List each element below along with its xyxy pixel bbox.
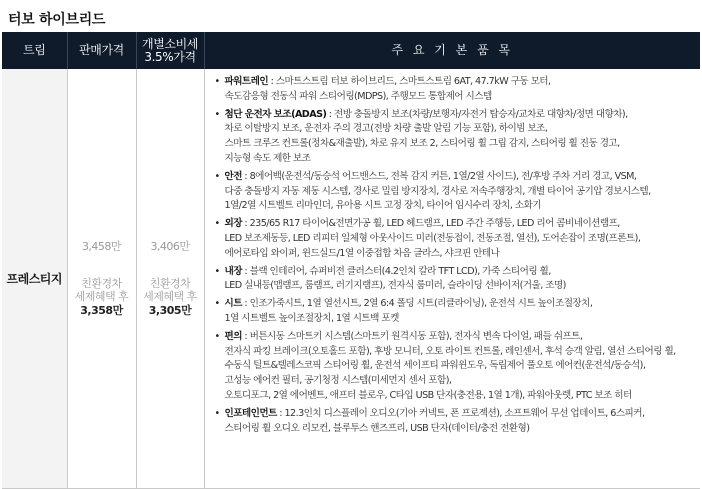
feature-line [225, 185, 701, 200]
price-eco-label-1: 친환경차 [81, 277, 122, 290]
feature-line [225, 199, 701, 214]
feature-text: : 235/65 R17 타이어&전면가공 휠, LED 헤드램프, LED 주간 주행등, LED 리어 콤비네이션램프, [241, 218, 620, 230]
feature-text: 차로 이탈방지 보조, 운전자 주의 경고(전방 차량 출발 알림 기능 포함), 하이빔 보조, [224, 123, 548, 135]
feature-line [225, 137, 701, 152]
trim-name: 프레스티지 [2, 69, 67, 489]
feature-line [225, 232, 701, 247]
feature-line [225, 265, 701, 280]
feature-item [215, 75, 701, 105]
price-original: 3,458만 [81, 240, 122, 253]
feature-item [215, 297, 701, 327]
feature-text: : 8에어백(운전석/동승석 어드밴스드, 전복 감지 커튼, 1열/2열 사이드), 전/후방 주차 거리 경고, VSM, [241, 170, 637, 182]
feature-line [225, 389, 701, 404]
feature-line [225, 312, 701, 327]
feature-line [225, 90, 701, 105]
table-row [2, 69, 700, 489]
feature-item [215, 108, 701, 167]
feature-text: : 스마트스트림 터보 하이브리드, 스마트스트림 6AT, 47.7kW 구동 모터, [268, 76, 551, 87]
feature-item [215, 330, 701, 404]
feature-label: 인포테인먼트 [224, 407, 277, 419]
feature-line [225, 152, 701, 167]
feature-label: 안전 [224, 170, 242, 182]
trim-price-table [2, 32, 700, 489]
header-price: 판매가격 [67, 32, 136, 69]
feature-line [225, 359, 701, 374]
feature-line [225, 247, 701, 262]
feature-text: : 인조가죽시트, 1열 열선시트, 2열 6:4 폴딩 시트(리클라이닝), 운전석 시트 높이조절장치, [241, 298, 593, 310]
feature-label: 파워트레인 [224, 76, 269, 87]
feature-text: 속도감응형 전동식 파워 스티어링(MDPS), 주행모드 통합제어 시스템 [224, 90, 492, 102]
feature-line [225, 345, 701, 360]
feature-text: : 전방 충돌방지 보조(차량/보행자/자전거 탑승자/교차로 대향차/정면 대향차), [326, 108, 628, 120]
feature-item [215, 407, 701, 437]
feature-line [225, 75, 701, 90]
feature-text: 오토디포그, 2열 에어벤트, 애프터 블로우, C타입 USB 단자(충전용, 1열 1개), 파워아웃렛, PTC 보조 히터 [224, 389, 632, 401]
features-list [215, 75, 701, 436]
feature-line [225, 374, 701, 389]
feature-label: 시트 [224, 298, 242, 310]
feature-line [225, 407, 701, 422]
feature-item [215, 170, 701, 214]
feature-line [225, 297, 701, 312]
tax-price-eco-label-2: 세제혜택 후 [143, 290, 197, 303]
section-title: 터보 하이브리드 [8, 12, 106, 28]
feature-text: 1열 시트벨트 높이조절장치, 1열 시트백 포켓 [224, 312, 399, 324]
price-cell [67, 69, 136, 489]
feature-text: 지능형 속도 제한 보조 [224, 152, 311, 164]
feature-text: 스티어링 휠 오디오 리모컨, 블루투스 핸즈프리, USB 단자(데이터/충전 전환형) [224, 422, 530, 434]
feature-line [225, 170, 701, 185]
feature-text: 에어로타입 와이퍼, 윈드실드/1열 이중접합 차음 글라스, 샤크핀 안테나 [224, 247, 500, 259]
price-final: 3,358만 [80, 304, 123, 317]
feature-text: 고성능 에어컨 필터, 공기청정 시스템(미세먼지 센서 포함), [224, 375, 452, 387]
feature-line [225, 422, 701, 437]
feature-text: 수동식 틸트&텔레스코픽 스티어링 휠, 운전석 세이프티 파워윈도우, 독립제어 풀오토 에어컨(운전석/동승석), [224, 360, 646, 372]
tax-price-original: 3,406만 [150, 240, 190, 253]
price-eco-label-2: 세제혜택 후 [74, 290, 129, 303]
header-tax-price-line2: 3.5%가격 [144, 49, 196, 64]
feature-label: 내장 [224, 265, 242, 277]
feature-text: 스마트 크루즈 컨트롤(정차&재출발), 차로 유지 보조 2, 스티어링 휠 그립 감지, 스티어링 휠 진동 경고, [224, 138, 620, 150]
feature-text: 1열/2열 시트벨트 리마인더, 유아용 시트 고정 장치, 타이어 임시수리 장치, 소화기 [224, 200, 542, 212]
feature-text: : 블랙 인테리어, 슈퍼비전 클러스터(4.2인치 칼라 TFT LCD), 가죽 스티어링 휠, [241, 265, 551, 277]
feature-label: 첨단 운전자 보조(ADAS) [224, 108, 327, 120]
feature-item [215, 265, 701, 295]
features-cell [204, 69, 700, 489]
feature-text: 다중 충돌방지 자동 제동 시스템, 경사로 밀림 방지장치, 경사로 저속주행장치, 개별 타이어 공기압 경보시스템, [224, 185, 651, 197]
feature-line [225, 330, 701, 345]
feature-line [225, 279, 701, 294]
feature-item [215, 217, 701, 261]
feature-text: LED 실내등(맵램프, 룸램프, 러기지램프), 전자식 룸미러, 슬라이딩 선바이저(거울, 조명) [224, 280, 566, 292]
tax-price-final: 3,305만 [148, 304, 192, 317]
feature-text: LED 보조제동등, LED 리피터 일체형 아웃사이드 미러(전동접이, 전동조절, 열선), 도어손잡이 조명(프론트), [224, 232, 641, 244]
feature-line [225, 217, 701, 232]
feature-text: : 버튼시동 스마트키 시스템(스마트키 원격시동 포함), 전자식 변속 다이얼, 패들 쉬프트, [241, 330, 583, 342]
header-tax-price [136, 32, 204, 69]
feature-text: : 12.3인치 디스플레이 오디오(기아 커넥트, 폰 프로젝션), 소프트웨어 무선 업데이트, 6스피커, [276, 407, 645, 419]
tax-price-eco-label-1: 친환경차 [149, 277, 191, 290]
feature-label: 외장 [224, 218, 242, 230]
feature-line [225, 108, 701, 123]
header-features: 주 요 기 본 품 목 [204, 32, 700, 69]
tax-price-cell [136, 69, 204, 489]
header-trim: 트림 [2, 32, 67, 69]
header-tax-price-line1: 개별소비세 [142, 36, 198, 51]
table-header-row [2, 32, 700, 69]
feature-text: 전자식 파킹 브레이크(오토홀드 포함), 후방 모니터, 오토 라이트 컨트롤, 레인센서, 후석 승객 알림, 열선 스티어링 휠, [224, 345, 676, 357]
feature-line [225, 122, 701, 137]
feature-label: 편의 [224, 330, 242, 342]
